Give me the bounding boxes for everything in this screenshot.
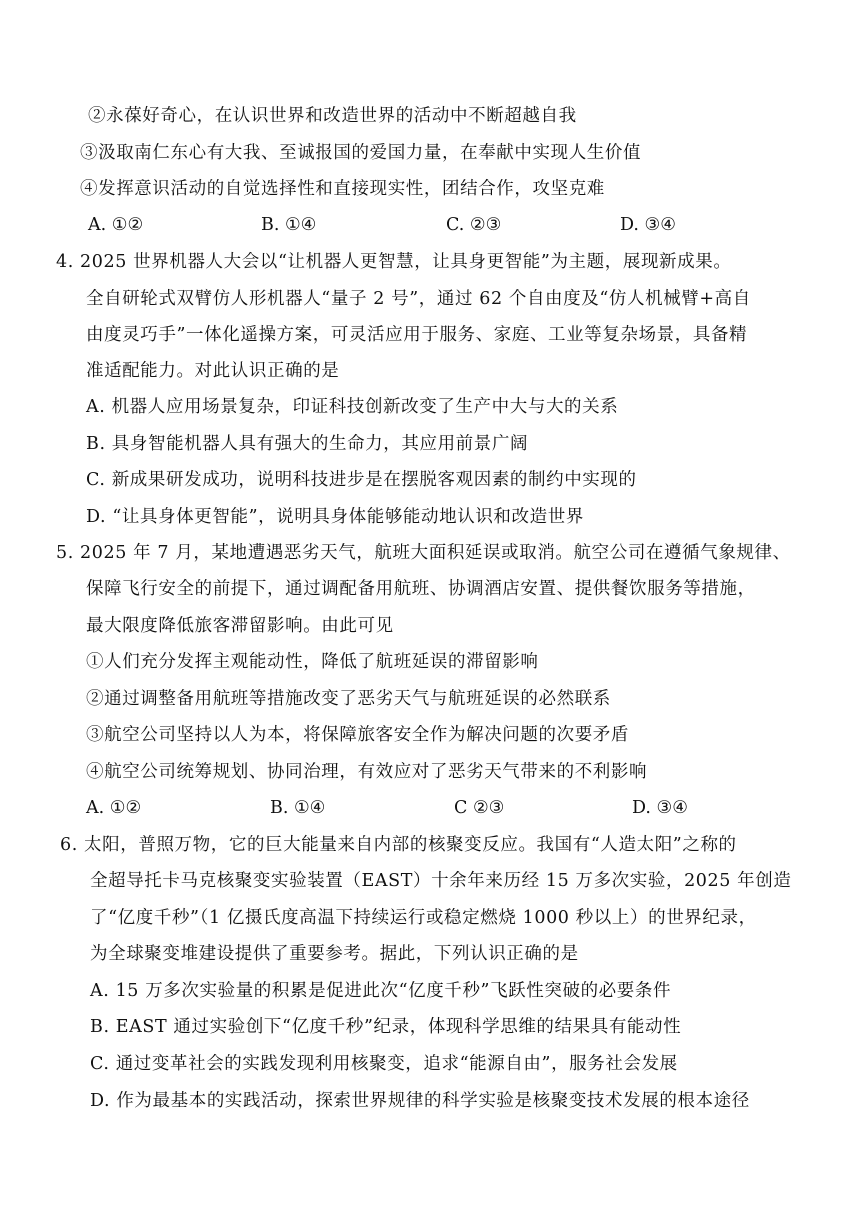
q6-option-c: C. 通过变革社会的实践发现利用核聚变，追求“能源自由”，服务社会发展: [90, 1054, 678, 1074]
q4-stem-line-1: 4. 2025 世界机器人大会以“让机器人更智慧，让具身更智能”为主题，展现新成果。: [56, 252, 732, 272]
q5-option-b: B. ①④: [270, 798, 326, 818]
q3-options: [88, 213, 788, 237]
q5-statement-4: ④航空公司统筹规划、协同治理，有效应对了恶劣天气带来的不利影响: [86, 762, 648, 782]
q5-option-c: C ②③: [454, 798, 505, 818]
q5-options: [86, 796, 786, 820]
q5-stem-line-3: 最大限度降低旅客滞留影响。由此可见: [86, 616, 394, 636]
q5-option-a: A. ①②: [86, 798, 142, 818]
q4-option-d: D. “让具身体更智能”，说明具身体能够能动地认识和改造世界: [86, 507, 584, 527]
q3-option-a: A. ①②: [88, 215, 144, 235]
q6-stem-line-2: 全超导托卡马克核聚变实验装置（EAST）十余年来历经 15 万多次实验，2025 年创造: [90, 871, 792, 891]
q3-statement-2: ②永葆好奇心，在认识世界和改造世界的活动中不断超越自我: [88, 106, 577, 126]
q6-stem-line-4: 为全球聚变堆建设提供了重要参考。据此，下列认识正确的是: [90, 944, 579, 964]
q6-option-a: A. 15 万多次实验量的积累是促进此次“亿度千秒”飞跃性突破的必要条件: [90, 981, 672, 1001]
q3-statement-3: ③汲取南仁东心有大我、至诚报国的爱国力量，在奉献中实现人生价值: [80, 143, 642, 163]
q3-statement-4: ④发挥意识活动的自觉选择性和直接现实性，团结合作，攻坚克难: [80, 179, 605, 199]
q4-option-b: B. 具身智能机器人具有强大的生命力，其应用前景广阔: [86, 434, 529, 454]
q6-option-b: B. EAST 通过实验创下“亿度千秒”纪录，体现科学思维的结果具有能动性: [90, 1017, 682, 1037]
q4-stem-line-3: 由度灵巧手”一体化遥操方案，可灵活应用于服务、家庭、工业等复杂场景，具备精: [86, 325, 748, 345]
q6-stem-line-1: 6. 太阳，普照万物，它的巨大能量来自内部的核聚变反应。我国有“人造太阳”之称的: [60, 835, 737, 855]
q5-statement-3: ③航空公司坚持以人为本，将保障旅客安全作为解决问题的次要矛盾: [86, 725, 629, 745]
q4-option-a: A. 机器人应用场景复杂，印证科技创新改变了生产中大与大的关系: [86, 397, 619, 417]
q5-stem-line-1: 5. 2025 年 7 月，某地遭遇恶劣天气，航班大面积延误或取消。航空公司在遵循气象规律、: [56, 543, 791, 563]
q5-statement-2: ②通过调整备用航班等措施改变了恶劣天气与航班延误的必然联系: [86, 689, 611, 709]
q5-stem-line-2: 保障飞行安全的前提下，通过调配备用航班、协调酒店安置、提供餐饮服务等措施，: [86, 579, 756, 599]
q4-stem-line-4: 准适配能力。对此认识正确的是: [86, 361, 340, 381]
q5-option-d: D. ③④: [632, 798, 688, 818]
q5-statement-1: ①人们充分发挥主观能动性，降低了航班延误的滞留影响: [86, 652, 539, 672]
q4-stem-line-2: 全自研轮式双臂仿人形机器人“量子 2 号”，通过 62 个自由度及“仿人机械臂+高自: [86, 289, 751, 309]
q6-stem-line-3: 了“亿度千秒”（1 亿摄氏度高温下持续运行或稳定燃烧 1000 秒以上）的世界纪录，: [90, 908, 757, 928]
q3-option-b: B. ①④: [261, 215, 317, 235]
q6-option-d: D. 作为最基本的实践活动，探索世界规律的科学实验是核聚变技术发展的根本途径: [90, 1091, 750, 1111]
q4-option-c: C. 新成果研发成功，说明科技进步是在摆脱客观因素的制约中实现的: [86, 470, 637, 490]
q3-option-c: C. ②③: [446, 215, 502, 235]
q3-option-d: D. ③④: [620, 215, 676, 235]
